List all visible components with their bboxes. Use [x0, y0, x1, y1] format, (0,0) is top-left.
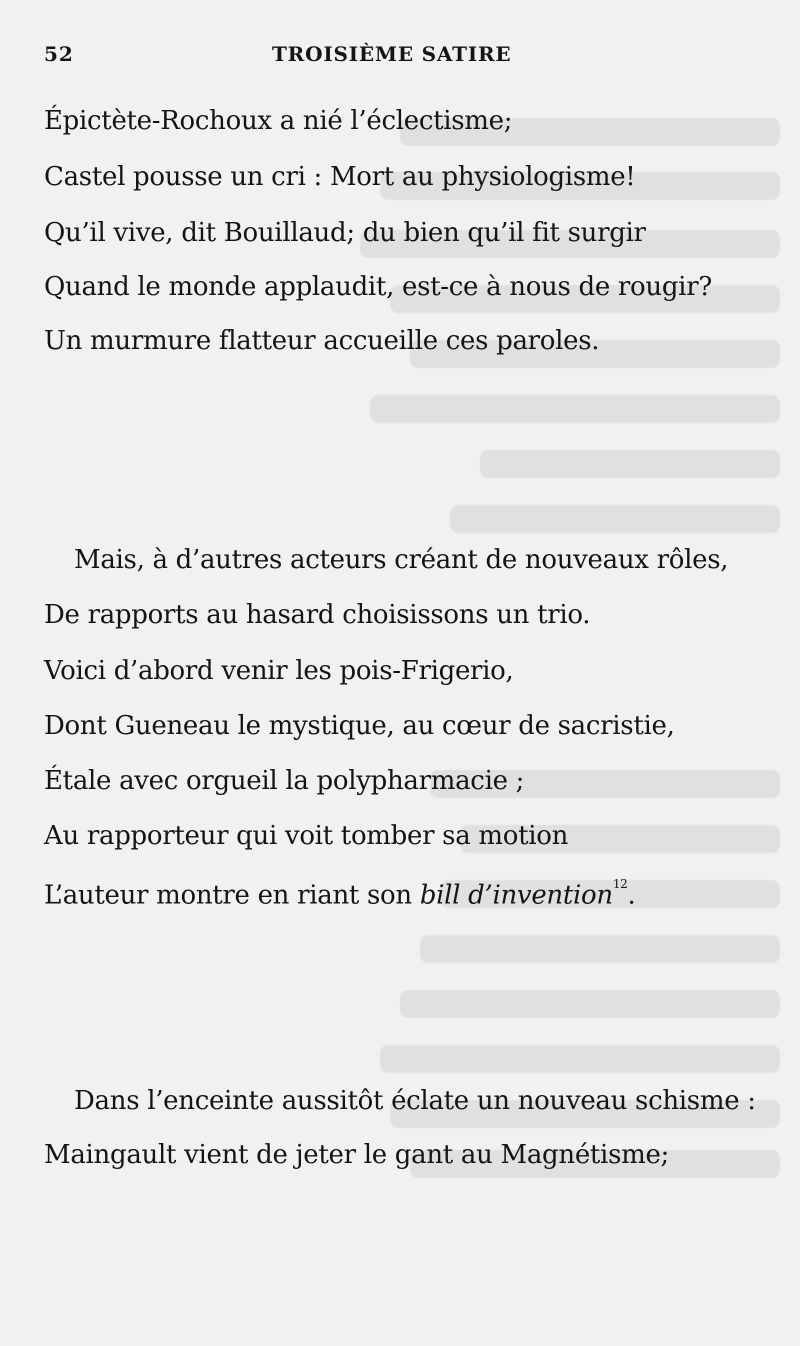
italic-phrase: bill d’invention [419, 880, 613, 911]
verse-line: Castel pousse un cri : Mort au physiologisme! [44, 162, 636, 192]
verse-line: Quand le monde applaudit, est-ce à nous de rougir? [44, 272, 712, 302]
verse-line: Maingault vient de jeter le gant au Magnétisme; [44, 1140, 670, 1170]
running-title: TROISIÈME SATIRE [272, 42, 512, 66]
verse-line-with-footnote [44, 875, 635, 911]
verse-line: Voici d’abord venir les pois-Frigerio, [44, 656, 514, 686]
verse-text: L’auteur montre en riant son [44, 880, 420, 911]
verse-line: Mais, à d’autres acteurs créant de nouveaux rôles, [74, 545, 729, 575]
verse-line: Étale avec orgueil la polypharmacie ; [44, 766, 525, 796]
verse-line: De rapports au hasard choisissons un trio. [44, 600, 591, 630]
page-number: 52 [44, 42, 74, 66]
footnote-marker: 12 [612, 877, 628, 891]
verse-line: Un murmure flatteur accueille ces paroles. [44, 326, 600, 356]
verse-end-punctuation: . [627, 880, 636, 911]
verse-line: Dont Gueneau le mystique, au cœur de sacristie, [44, 711, 675, 741]
verse-line: Épictète-Rochoux a nié l’éclectisme; [44, 106, 513, 136]
verse-line: Dans l’enceinte aussitôt éclate un nouveau schisme : [74, 1086, 756, 1116]
verse-line: Au rapporteur qui voit tomber sa motion [44, 821, 569, 851]
verse-line: Qu’il vive, dit Bouillaud; du bien qu’il fit surgir [44, 218, 646, 248]
